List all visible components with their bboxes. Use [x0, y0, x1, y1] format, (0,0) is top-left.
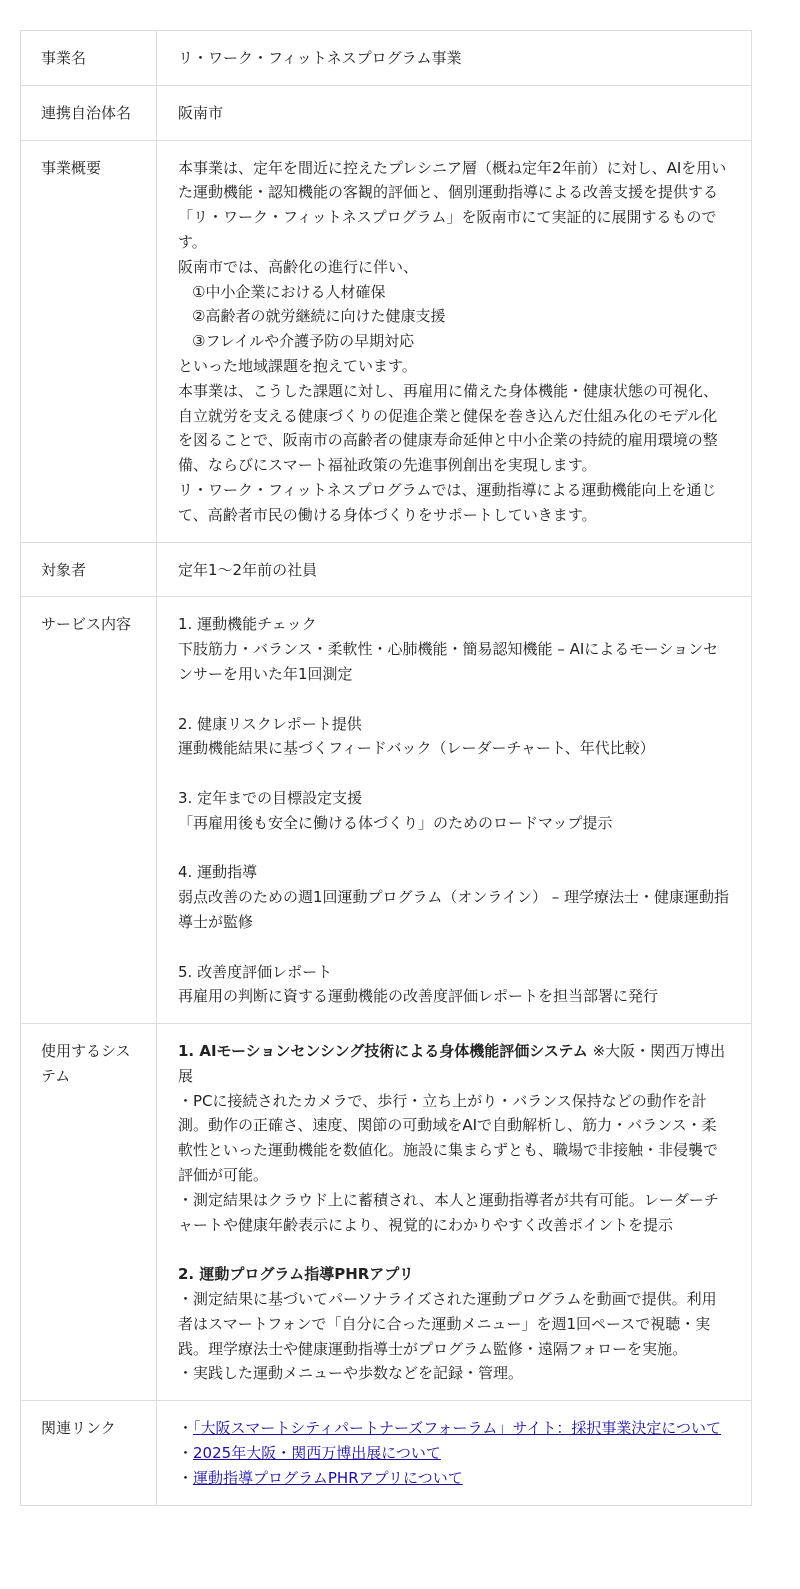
- spacer: [178, 836, 731, 861]
- system-bullet: ・PCに接続されたカメラで、歩行・立ち上がり・バランス保持などの動作を計測。動作の正確さ、速度、関節の可動域をAIで自動解析し、筋力・バランス・柔軟性といった運動機能を数値化。施設に集まらずとも、職場で非接触・非侵襲で評価が可能。: [178, 1091, 719, 1185]
- service-title: 2. 健康リスクレポート提供: [178, 714, 362, 733]
- value-project-name: リ・ワーク・フィットネスプログラム事業: [157, 31, 752, 86]
- service-title: 3. 定年までの目標設定支援: [178, 788, 363, 807]
- value-municipality: 阪南市: [157, 85, 752, 140]
- label-project-name: 事業名: [21, 31, 157, 86]
- label-overview: 事業概要: [21, 140, 157, 542]
- overview-paragraph: リ・ワーク・フィットネスプログラムでは、運動指導による運動機能向上を通じて、高齢者市民の働ける身体づくりをサポートしていきます。: [178, 480, 717, 524]
- service-description: 下肢筋力・バランス・柔軟性・心肺機能・簡易認知機能 – AIによるモーションセンサーを用いた年1回測定: [178, 640, 719, 683]
- value-target: 定年1〜2年前の社員: [157, 542, 752, 597]
- link-expo-exhibition[interactable]: 2025年大阪・関西万博出展について: [193, 1444, 441, 1463]
- row-services: [21, 597, 752, 1024]
- value-links: [157, 1401, 752, 1505]
- service-title: 5. 改善度評価レポート: [178, 962, 333, 981]
- row-links: [21, 1401, 752, 1505]
- overview-list-item: ②高齢者の就労継続に向けた健康支援: [192, 307, 446, 326]
- link-item: [178, 1416, 731, 1441]
- value-overview: [157, 140, 752, 542]
- service-description: 運動機能結果に基づくフィードバック（レーダーチャート、年代比較）: [178, 739, 655, 758]
- bullet: ・: [178, 1468, 194, 1487]
- label-systems: 使用するシステム: [21, 1024, 157, 1401]
- service-description: 再雇用の判断に資する運動機能の改善度評価レポートを担当部署に発行: [178, 987, 659, 1006]
- row-overview: [21, 140, 752, 542]
- value-systems: [157, 1024, 752, 1401]
- system-bullet: ・測定結果はクラウド上に蓄積され、本人と運動指導者が共有可能。レーダーチャートや健康年齢表示により、視覚的にわかりやすく改善ポイントを提示: [178, 1190, 719, 1234]
- system-title: 1. AIモーションセンシング技術による身体機能評価システム: [178, 1042, 588, 1061]
- label-target: 対象者: [21, 542, 157, 597]
- system-title: 2. 運動プログラム指導PHRアプリ: [178, 1265, 414, 1284]
- label-links: 関連リンク: [21, 1401, 157, 1505]
- project-info-table: [20, 30, 752, 1506]
- spacer: [178, 761, 731, 786]
- system-bullet: ・実践した運動メニューや歩数などを記録・管理。: [178, 1364, 524, 1383]
- link-item: [178, 1441, 731, 1466]
- row-systems: [21, 1024, 752, 1401]
- system-bullet: ・測定結果に基づいてパーソナライズされた運動プログラムを動画で提供。利用者はスマートフォンで「自分に合った運動メニュー」を週1回ペースで視聴・実践。理学療法士や健康運動指導士がプログラム監修・遠隔フォローを実施。: [178, 1290, 717, 1358]
- overview-paragraph: といった地域課題を抱えています。: [178, 356, 417, 375]
- label-municipality: 連携自治体名: [21, 85, 157, 140]
- service-title: 1. 運動機能チェック: [178, 615, 317, 634]
- row-project-name: [21, 31, 752, 86]
- system-heading: [178, 1039, 731, 1089]
- overview-paragraph: 阪南市では、高齢化の進行に伴い、: [178, 257, 419, 276]
- link-item: [178, 1466, 731, 1491]
- spacer: [178, 1237, 731, 1262]
- overview-list-item: ①中小企業における人材確保: [192, 282, 386, 301]
- service-description: 「再雇用後も安全に働ける体づくり」のためのロードマップ提示: [178, 813, 613, 832]
- service-title: 4. 運動指導: [178, 863, 258, 882]
- row-target: [21, 542, 752, 597]
- link-phr-app[interactable]: 運動指導プログラムPHRアプリについて: [193, 1468, 463, 1487]
- spacer: [178, 687, 731, 712]
- label-services: サービス内容: [21, 597, 157, 1024]
- spacer: [178, 935, 731, 960]
- bullet: ・: [178, 1419, 194, 1438]
- value-services: [157, 597, 752, 1024]
- overview-paragraph: 本事業は、こうした課題に対し、再雇用に備えた身体機能・健康状態の可視化、自立就労を支える健康づくりの促進企業と健保を巻き込んだ仕組み化のモデル化を図ることで、阪南市の高齢者の健康寿命延伸と中小企業の持続的雇用環境の整備、ならびにスマート福祉政策の先進事例創出を実現します。: [178, 381, 719, 475]
- link-forum-selection[interactable]: 「大阪スマートシティパートナーズフォーラム」サイト：採択事業決定について: [193, 1419, 722, 1438]
- bullet: ・: [178, 1444, 194, 1463]
- system-note: ※大阪・関西万博出展: [178, 1042, 726, 1085]
- service-description: 弱点改善のための週1回運動プログラム（オンライン） – 理学療法士・健康運動指導士が監修: [178, 888, 729, 931]
- row-municipality: [21, 85, 752, 140]
- overview-paragraph: 本事業は、定年を間近に控えたプレシニア層（概ね定年2年前）に対し、AIを用いた運動機能・認知機能の客観的評価と、個別運動指導による改善支援を提供する「リ・ワーク・フィットネスプログラム」を阪南市にて実証的に展開するものです。: [178, 158, 727, 251]
- overview-list-item: ③フレイルや介護予防の早期対応: [192, 332, 415, 351]
